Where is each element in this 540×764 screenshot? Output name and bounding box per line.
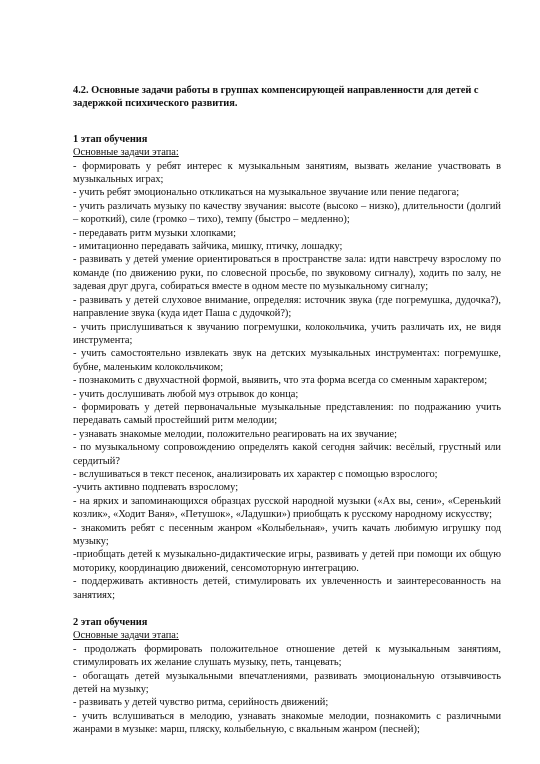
- list-item: -учить активно подпевать взрослому;: [73, 482, 239, 494]
- list-item: - знакомить ребят с песенным жанром «Колыбельная», учить качать любимую игрушку под музыку;: [73, 522, 501, 547]
- list-item: - учить прислушиваться к звучанию погремушки, колокольчика, учить различать их, не видя инструмента;: [73, 321, 501, 346]
- list-item: - формировать у детей первоначальные музыкальные представления: по подражанию учить передавать самый простейший ритм мелодии;: [73, 401, 501, 427]
- spacer: [73, 111, 501, 133]
- list-item: - поддерживать активность детей, стимулировать их увлеченность и заинтересованность на занятиях;: [73, 576, 501, 601]
- list-item: - учить дослушивать любой муз отрывок до конца;: [73, 388, 299, 400]
- spacer: [73, 602, 501, 616]
- list-item: - учить самостоятельно извлекать звук на детских музыкальных инструментах: погремушке, бубне, маленьким колокольчиком;: [73, 348, 501, 373]
- list-item: - учить различать музыку по качеству звучания: высоте (высоко – низко), длительности (долгий – короткий), силе (громко – тихо), темпу (быстро – медленно);: [73, 200, 501, 226]
- list-item: - вслушиваться в текст песенок, анализировать их характер с помощью взрослого;: [73, 468, 438, 480]
- stage1-task-list: [73, 160, 501, 602]
- list-item: - учить ребят эмоционально откликаться на музыкальное звучание или пение педагога;: [73, 187, 460, 199]
- list-item: - формировать у ребят интерес к музыкальным занятиям, вызвать желание участвовать в музыкальных играх;: [73, 160, 501, 186]
- list-item: - по музыкальному сопровождению определять какой сегодня зайчик: весёлый, грустный или сердитый?: [73, 442, 501, 467]
- list-item: - продолжать формировать положительное отношение детей к музыкальным занятиям, стимулировать их желание слушать музыку, петь, танцевать;: [73, 643, 501, 669]
- list-item: - развивать у детей умение ориентироваться в пространстве зала: идти навстречу взрослому по команде (по движению руки, по словесной просьбе, по звуковому сигналу), ходить по залу, не задевая друг друга, собираться вместе в одном месте по музыкальному сигналу;: [73, 254, 501, 293]
- stage1-title: 1 этап обучения: [73, 133, 148, 145]
- list-item: - учить вслушиваться в мелодию, узнавать знакомые мелодии, познакомить с различными жанрами в музыке: марш, пляску, колыбельную, с вкальным жанром (песней);: [73, 710, 501, 736]
- stage1-subtitle: Основные задачи этапа:: [73, 147, 179, 159]
- list-item: - познакомить с двухчастной формой, выявить, что эта форма всегда со сменным характером;: [73, 375, 488, 387]
- document-content: [73, 84, 501, 737]
- list-item: - обогащать детей музыкальными впечатлениями, развивать эмоциональную отзывчивость детей на музыку;: [73, 670, 501, 696]
- stage2-subtitle: Основные задачи этапа:: [73, 630, 179, 642]
- stage2-title: 2 этап обучения: [73, 617, 148, 629]
- list-item: - на ярких и запоминающихся образцах русской народной музыки («Ах вы, сени», «Сереньkий козлик», «Ходит Ваня», «Петушок», «Ладушки») приобщать к русскому народному искусству;: [73, 495, 501, 521]
- list-item: - передавать ритм музыки хлопками;: [73, 227, 236, 239]
- list-item: - имитационно передавать зайчика, мишку, птичку, лошадку;: [73, 241, 343, 253]
- section-heading: 4.2. Основные задачи работы в группах компенсирующей направленности для детей с задержкой психического развития.: [73, 85, 479, 110]
- list-item: - развивать у детей слуховое внимание, определяя: источник звука (где погремушка, дудочка?), направление звука (куда идет Паша с дудочкой?);: [73, 294, 501, 320]
- list-item: - развивать у детей чувство ритма, серийность движений;: [73, 697, 329, 709]
- stage2-task-list: [73, 643, 501, 737]
- list-item: -приобщать детей к музыкально-дидактические игры, развивать у детей при помощи их общую моторику, координацию движений, сенсомоторную интеграцию.: [73, 549, 501, 574]
- list-item: - узнавать знакомые мелодии, положительно реагировать на их звучание;: [73, 428, 398, 440]
